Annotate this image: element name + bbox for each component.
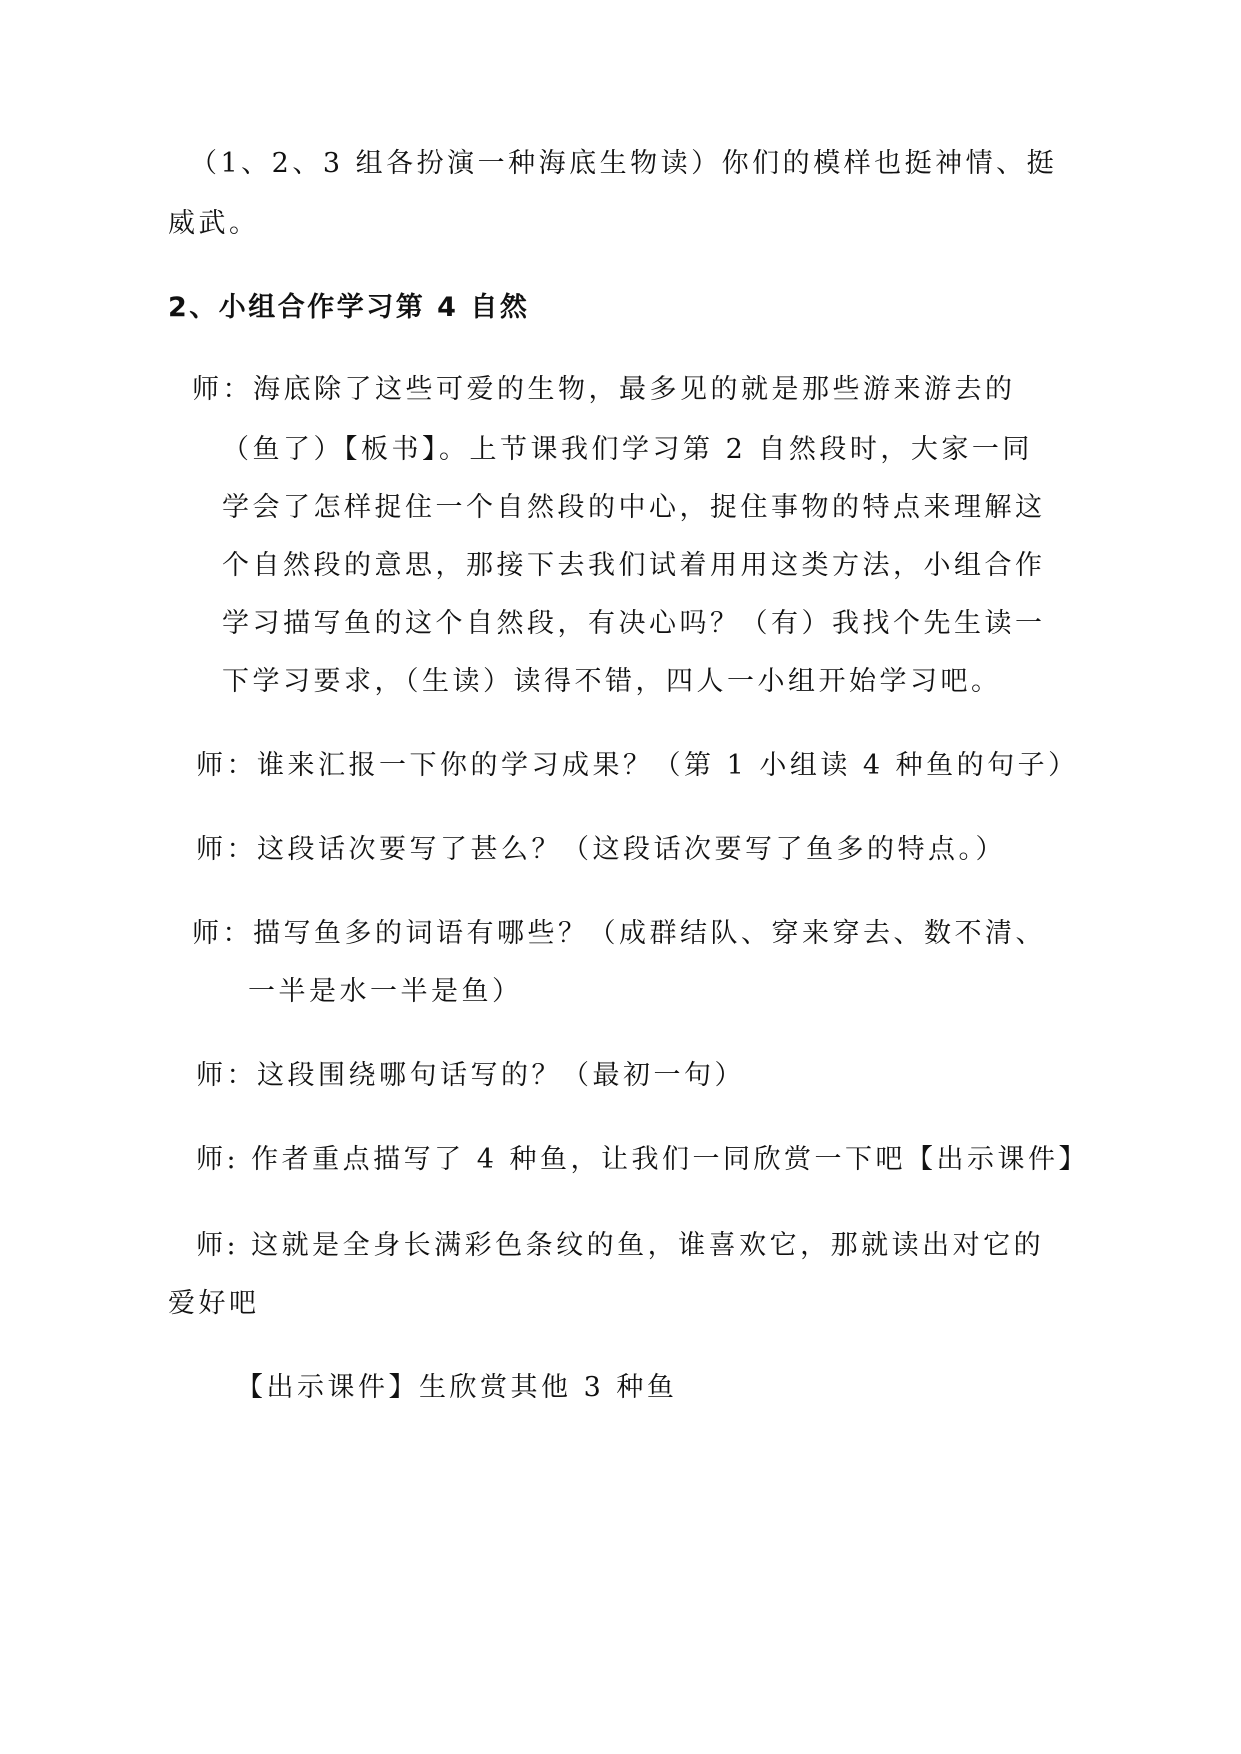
paragraph-8-line-1: 师: 这就是全身长满彩色条纹的鱼，谁喜欢它，那就读出对它的: [196, 1230, 1045, 1261]
paragraph-1-line-2: 威武。: [168, 208, 260, 239]
paragraph-6: 师：这段围绕哪句话写的？（最初一句）: [196, 1060, 745, 1091]
paragraph-2-line-5: 学习描写鱼的这个自然段，有决心吗？（有）我找个先生读一: [222, 608, 1046, 639]
paragraph-2-line-2: （鱼了）【板书】。上节课我们学习第 2 自然段时，大家一同: [222, 434, 1033, 465]
section-heading: 2、小组合作学习第 4 自然: [168, 292, 530, 323]
paragraph-4: 师：这段话次要写了甚么？（这段话次要写了鱼多的特点。）: [196, 834, 1006, 865]
paragraph-5-line-2: 一半是水一半是鱼）: [248, 976, 523, 1007]
paragraph-8-line-2: 爱好吧: [168, 1288, 260, 1319]
paragraph-2-line-4: 个自然段的意思，那接下去我们试着用用这类方法，小组合作: [222, 550, 1046, 581]
paragraph-9: 【出示课件】生欣赏其他 3 种鱼: [236, 1372, 678, 1403]
paragraph-1-line-1: （1、2、3 组各扮演一种海底生物读）你们的模样也挺神情、挺: [190, 148, 1058, 179]
paragraph-3: 师：谁来汇报一下你的学习成果？（第 1 小组读 4 种鱼的句子）: [196, 750, 1079, 781]
paragraph-2-line-1: 师：海底除了这些可爱的生物，最多见的就是那些游来游去的: [192, 374, 1016, 405]
paragraph-5-line-1: 师：描写鱼多的词语有哪些？（成群结队、穿来穿去、数不清、: [192, 918, 1046, 949]
paragraph-2-line-6: 下学习要求，（生读）读得不错，四人一小组开始学习吧。: [222, 666, 1002, 697]
paragraph-2-line-3: 学会了怎样捉住一个自然段的中心，捉住事物的特点来理解这: [222, 492, 1046, 523]
paragraph-7: 师: 作者重点描写了 4 种鱼，让我们一同欣赏一下吧【出示课件】: [196, 1144, 1090, 1175]
